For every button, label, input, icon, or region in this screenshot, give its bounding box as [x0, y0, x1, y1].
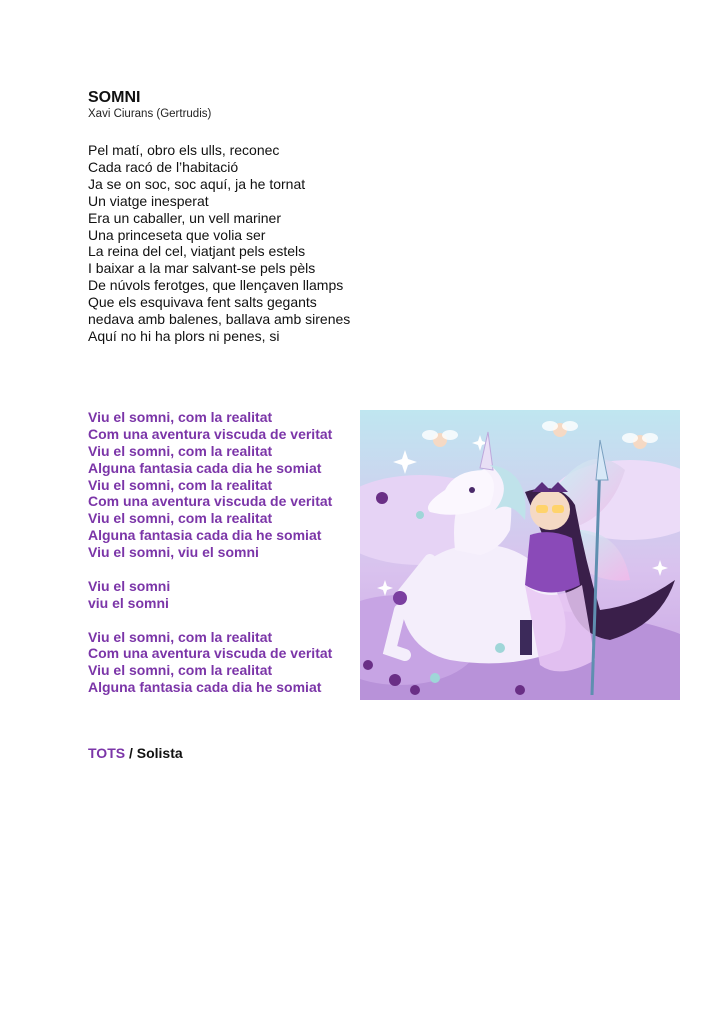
- legend-tots: TOTS: [88, 745, 126, 761]
- chorus-line: Alguna fantasia cada dia he somiat: [88, 679, 322, 696]
- song-author: Xavi Ciurans (Gertrudis): [88, 108, 212, 120]
- verse-line: Un viatge inesperat: [88, 192, 209, 209]
- unicorn-hoof: [393, 591, 407, 605]
- chorus-line: Com una aventura viscuda de veritat: [88, 645, 333, 662]
- verse-line: Cada racó de l’habitació: [88, 158, 239, 175]
- girl-glasses: [552, 505, 564, 513]
- chorus-line: Viu el somni, com la realitat: [88, 476, 273, 493]
- verse-line: La reina del cel, viatjant pels estels: [88, 243, 306, 260]
- girl-boot: [520, 620, 532, 655]
- verse-line: Que els esquivava fent salts gegants: [88, 294, 317, 311]
- chorus-line: Viu el somni, viu el somni: [88, 544, 259, 561]
- verse-line: Aquí no hi ha plors ni penes, si: [88, 327, 280, 344]
- girl-dress: [525, 532, 580, 592]
- chorus-line: Viu el somni, com la realitat: [88, 628, 273, 645]
- unicord-fairy-illustration: [360, 410, 680, 700]
- stanza-gap: [88, 561, 332, 578]
- chorus-line: Viu el somni, com la realitat: [88, 662, 273, 679]
- verse-line: Pel matí, obro els ulls, reconec: [88, 142, 280, 158]
- chorus-line: Viu el somni, com la realitat: [88, 510, 273, 527]
- chorus-line: Com una aventura viscuda de veritat: [88, 425, 333, 442]
- verse-line: Era un caballer, un vell mariner: [88, 209, 281, 226]
- verse-line: Ja se on soc, soc aquí, ja he tornat: [88, 175, 306, 192]
- verse-line: I baixar a la mar salvant-se pels pèls: [88, 260, 316, 277]
- song-title: SOMNI: [88, 89, 141, 106]
- chorus-block: [88, 409, 332, 696]
- chorus-line: Viu el somni, com la realitat: [88, 409, 273, 425]
- verse-line: De núvols ferotges, que llençaven llamps: [88, 277, 344, 294]
- verse-line: Una princeseta que volia ser: [88, 226, 266, 243]
- chorus-line: Viu el somni, com la realitat: [88, 442, 273, 459]
- verse-block: [88, 142, 350, 345]
- unicorn-eye: [469, 487, 475, 493]
- legend-separator: /: [125, 745, 137, 761]
- chorus-line: viu el somni: [88, 594, 169, 611]
- girl-glasses: [536, 505, 548, 513]
- chorus-line: Com una aventura viscuda de veritat: [88, 493, 333, 510]
- legend-solista: Solista: [136, 745, 183, 761]
- stanza-gap: [88, 612, 332, 629]
- chorus-line: Alguna fantasia cada dia he somiat: [88, 459, 322, 476]
- footer-legend: [88, 745, 183, 761]
- chorus-line: Alguna fantasia cada dia he somiat: [88, 527, 322, 544]
- verse-line: nedava amb balenes, ballava amb sirenes: [88, 311, 351, 328]
- chorus-line: Viu el somni: [88, 577, 171, 594]
